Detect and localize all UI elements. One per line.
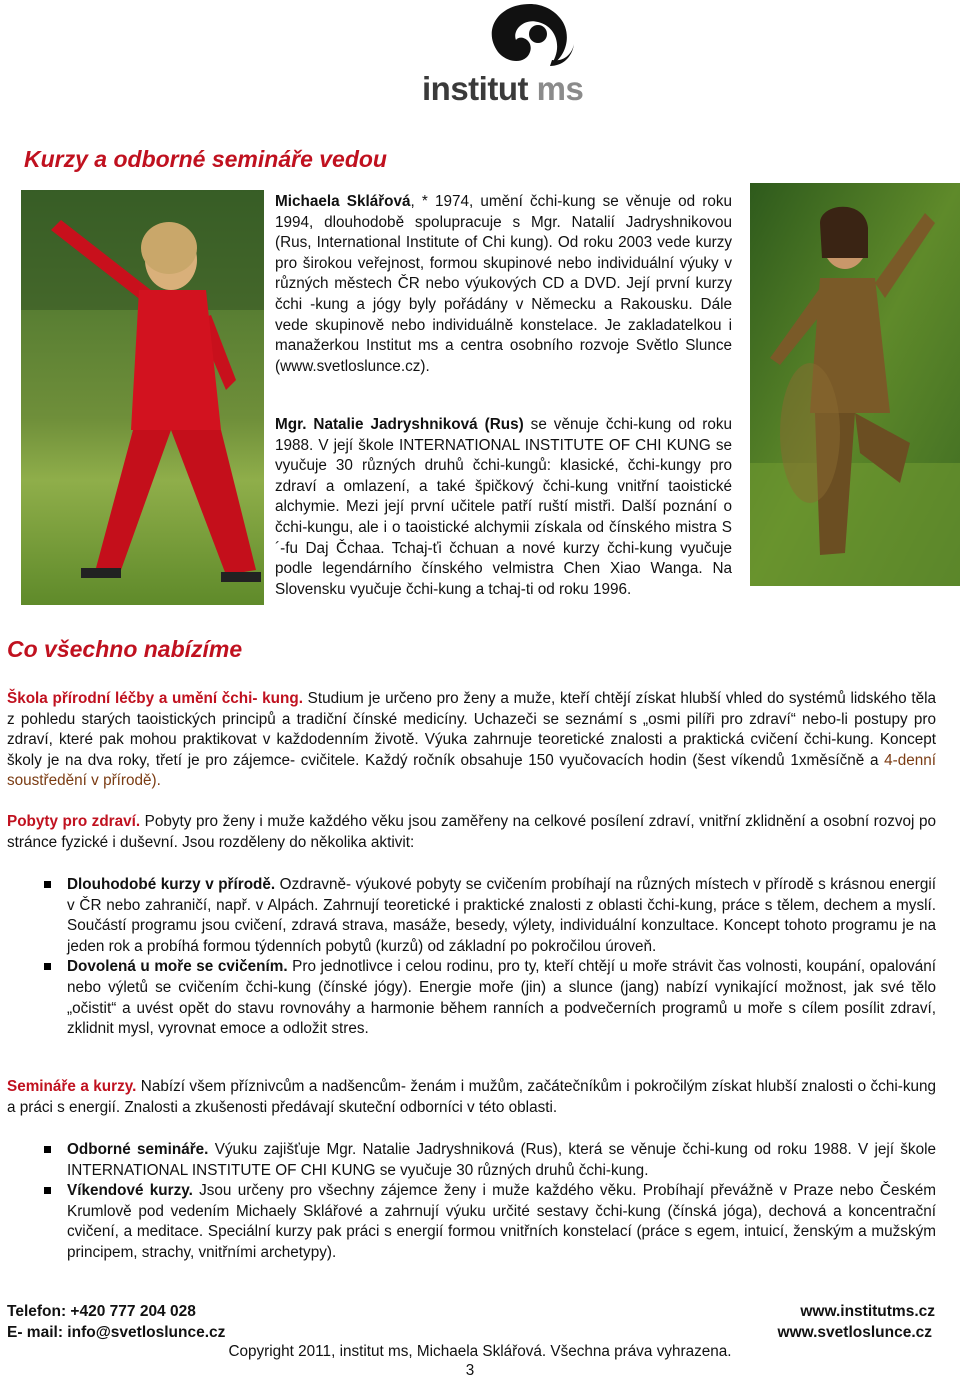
- footer-copyright: Copyright 2011, institut ms, Michaela Sklářová. Všechna práva vyhrazena.: [228, 1343, 732, 1360]
- list-item: Víkendové kurzy. Jsou určeny pro všechny zájemce ženy i muže každého věku. Probíhají převážně v Praze nebo Českém Krumlově pod vedením Michaely Sklářové a zahrnují výuku určité sestavy čchi-kung (čínská jóga), dechová a koncentrační cvičení, a meditace. Speciální kurzy pak práci s energií formou vnitřních konstelací (práce s egem, intuicí, ženským a mužským principem, strachy, vnitřními archetypy).: [7, 1181, 936, 1263]
- stays-list: [7, 875, 936, 1040]
- logo: [420, 0, 620, 110]
- section-school: Škola přírodní léčby a umění čchi- kung. Studium je určeno pro ženy a muže, kteří chtějí získat hlubší vhled do systémů lidského těla z pohledu starých taoistických principů a tradiční čínské medicíny. Uchazeči se seznámí s „osmi pilíři pro zdraví“ nebo-li postupy pro zdraví, které pak mohou praktikovat v každodenním životě. Výuka zahrnuje teoretické znalosti a praktická cvičení čchi-kung. Koncept školy je na dva roky, třetí je pro zájemce- cvičitele. Každý ročník obsahuje 150 vyučovacích hodin (šest víkendů 1xměsíčně a 4-denní soustředění v přírodě).: [7, 690, 936, 790]
- section-seminars: Semináře a kurzy. Nabízí všem příznivcům a nadšencům- ženám i mužům, začátečníkům i pokročilým získat hlubší znalosti o čchi-kung a práci s energií. Znalosti a zkušenosti předávají skuteční odborníci v této oblasti.: [7, 1078, 936, 1116]
- photo-natalie: [750, 183, 960, 586]
- section-stays: Pobyty pro zdraví. Pobyty pro ženy i muže každého věku jsou zaměřeny na celkové posílení zdraví, vnitřní zklidnění a osobní rozvoj po stránce fyzické i duševní. Jsou rozděleny do několika aktivit:: [7, 813, 936, 851]
- heading-offer: Co všechno nabízíme: [7, 636, 243, 662]
- seminars-list: [7, 1140, 936, 1264]
- footer-phone: Telefon: +420 777 204 028: [7, 1303, 196, 1320]
- page-number: 3: [465, 1362, 475, 1379]
- list-item: Odborné semináře. Výuku zajišťuje Mgr. Natalie Jadryshniková (Rus), která se věnuje čchi-kung od roku 1988. V její škole INTERNATIONAL INSTITUTE OF CHI KUNG se vyučuje 30 různých druhů čchi-kung.: [7, 1140, 936, 1181]
- bio-michaela: Michaela Sklářová, * 1974, umění čchi-kung se věnuje od roku 1994, dlouhodobě spolupracuje s Mgr. Natalií Jadryshnikovou (Rus, International Institute of Chi kung). Od roku 2003 vede kurzy pro širokou veřejnost, formou skupinové nebo individuální výuky v různých městech ČR nebo výukových CD a DVD. Její první kurzy čchi -kung a jógy byly pořádány v Německu a Rakousku. Dále vede skupinově nebo individuálně konstelace. Je zakladatelkou i manažerkou Institut ms a centra osobního rozvoje Světlo Slunce (www.svetloslunce.cz).: [275, 193, 732, 375]
- bio-natalie: Mgr. Natalie Jadryshniková (Rus) se věnuje čchi-kung od roku 1988. V její škole INTERNATIONAL INSTITUTE OF CHI KUNG se vyučuje 30 různých druhů čchi-kungů: klasické, čchi-kungy pro zdraví a omlazení, a také špičkový čchi-kung vnitřní taoistické alchymie. Mezi její první učitele patří ruští mistři. Další poznání o čchi-kungu, ale i o taoistické alchymii získala od čínského mistra S´-fu Daj Čchaa. Tchaj-ťi čchuan a nové kurzy čchi-kung vyučuje podle legendárního čínského velmistra Chen Xiao Wanga. Na Slovensku vyučuje čchi-kung a tchaj-ti od roku 1996.: [275, 416, 732, 598]
- list-item: Dovolená u moře se cvičením. Pro jednotlivce i celou rodinu, pro ty, kteří chtějí u moře strávit čas volnosti, koupání, opalování nebo výletů se cvičením čchi-kung (čínské jógy). Energie moře (jin) a slunce (jang) nabízí vynikající možnost, jak své tělo „očistit“ a uvést opět do stavu rovnováhy a harmonie během ranních a podvečerních programů u moře s cílem posílit zdraví, zklidnit mysl, vyrovnat emoce a odložit stres.: [7, 957, 936, 1039]
- yin-yang-logo-icon: [468, 0, 588, 80]
- photo-michaela: [21, 190, 264, 605]
- footer-email[interactable]: E- mail: info@svetloslunce.cz: [7, 1324, 226, 1341]
- footer-web-institut[interactable]: www.institutms.cz: [800, 1303, 935, 1320]
- list-item: Dlouhodobé kurzy v přírodě. Ozdravně- výukové pobyty se cvičením probíhají na různých místech v přírodě s krásnou energií v ČR nebo zahraničí, např. v Alpách. Zahrnují teoretické i praktické znalosti z oblasti čchi-kung, práce s tělem, dechem a myslí. Součástí programu jsou cvičení, zdravá strava, masáže, besedy, výlety, individuální konzultace. Koncept tohoto programu je na jeden rok a probíhá formou týdenních pobytů (kurzů) od základní po pokročilou úroveň.: [7, 875, 936, 957]
- logo-wordmark: institut ms: [422, 70, 584, 107]
- heading-courses: Kurzy a odborné semináře vedou: [24, 146, 387, 172]
- footer-web-svetloslunce[interactable]: www.svetloslunce.cz: [777, 1324, 932, 1341]
